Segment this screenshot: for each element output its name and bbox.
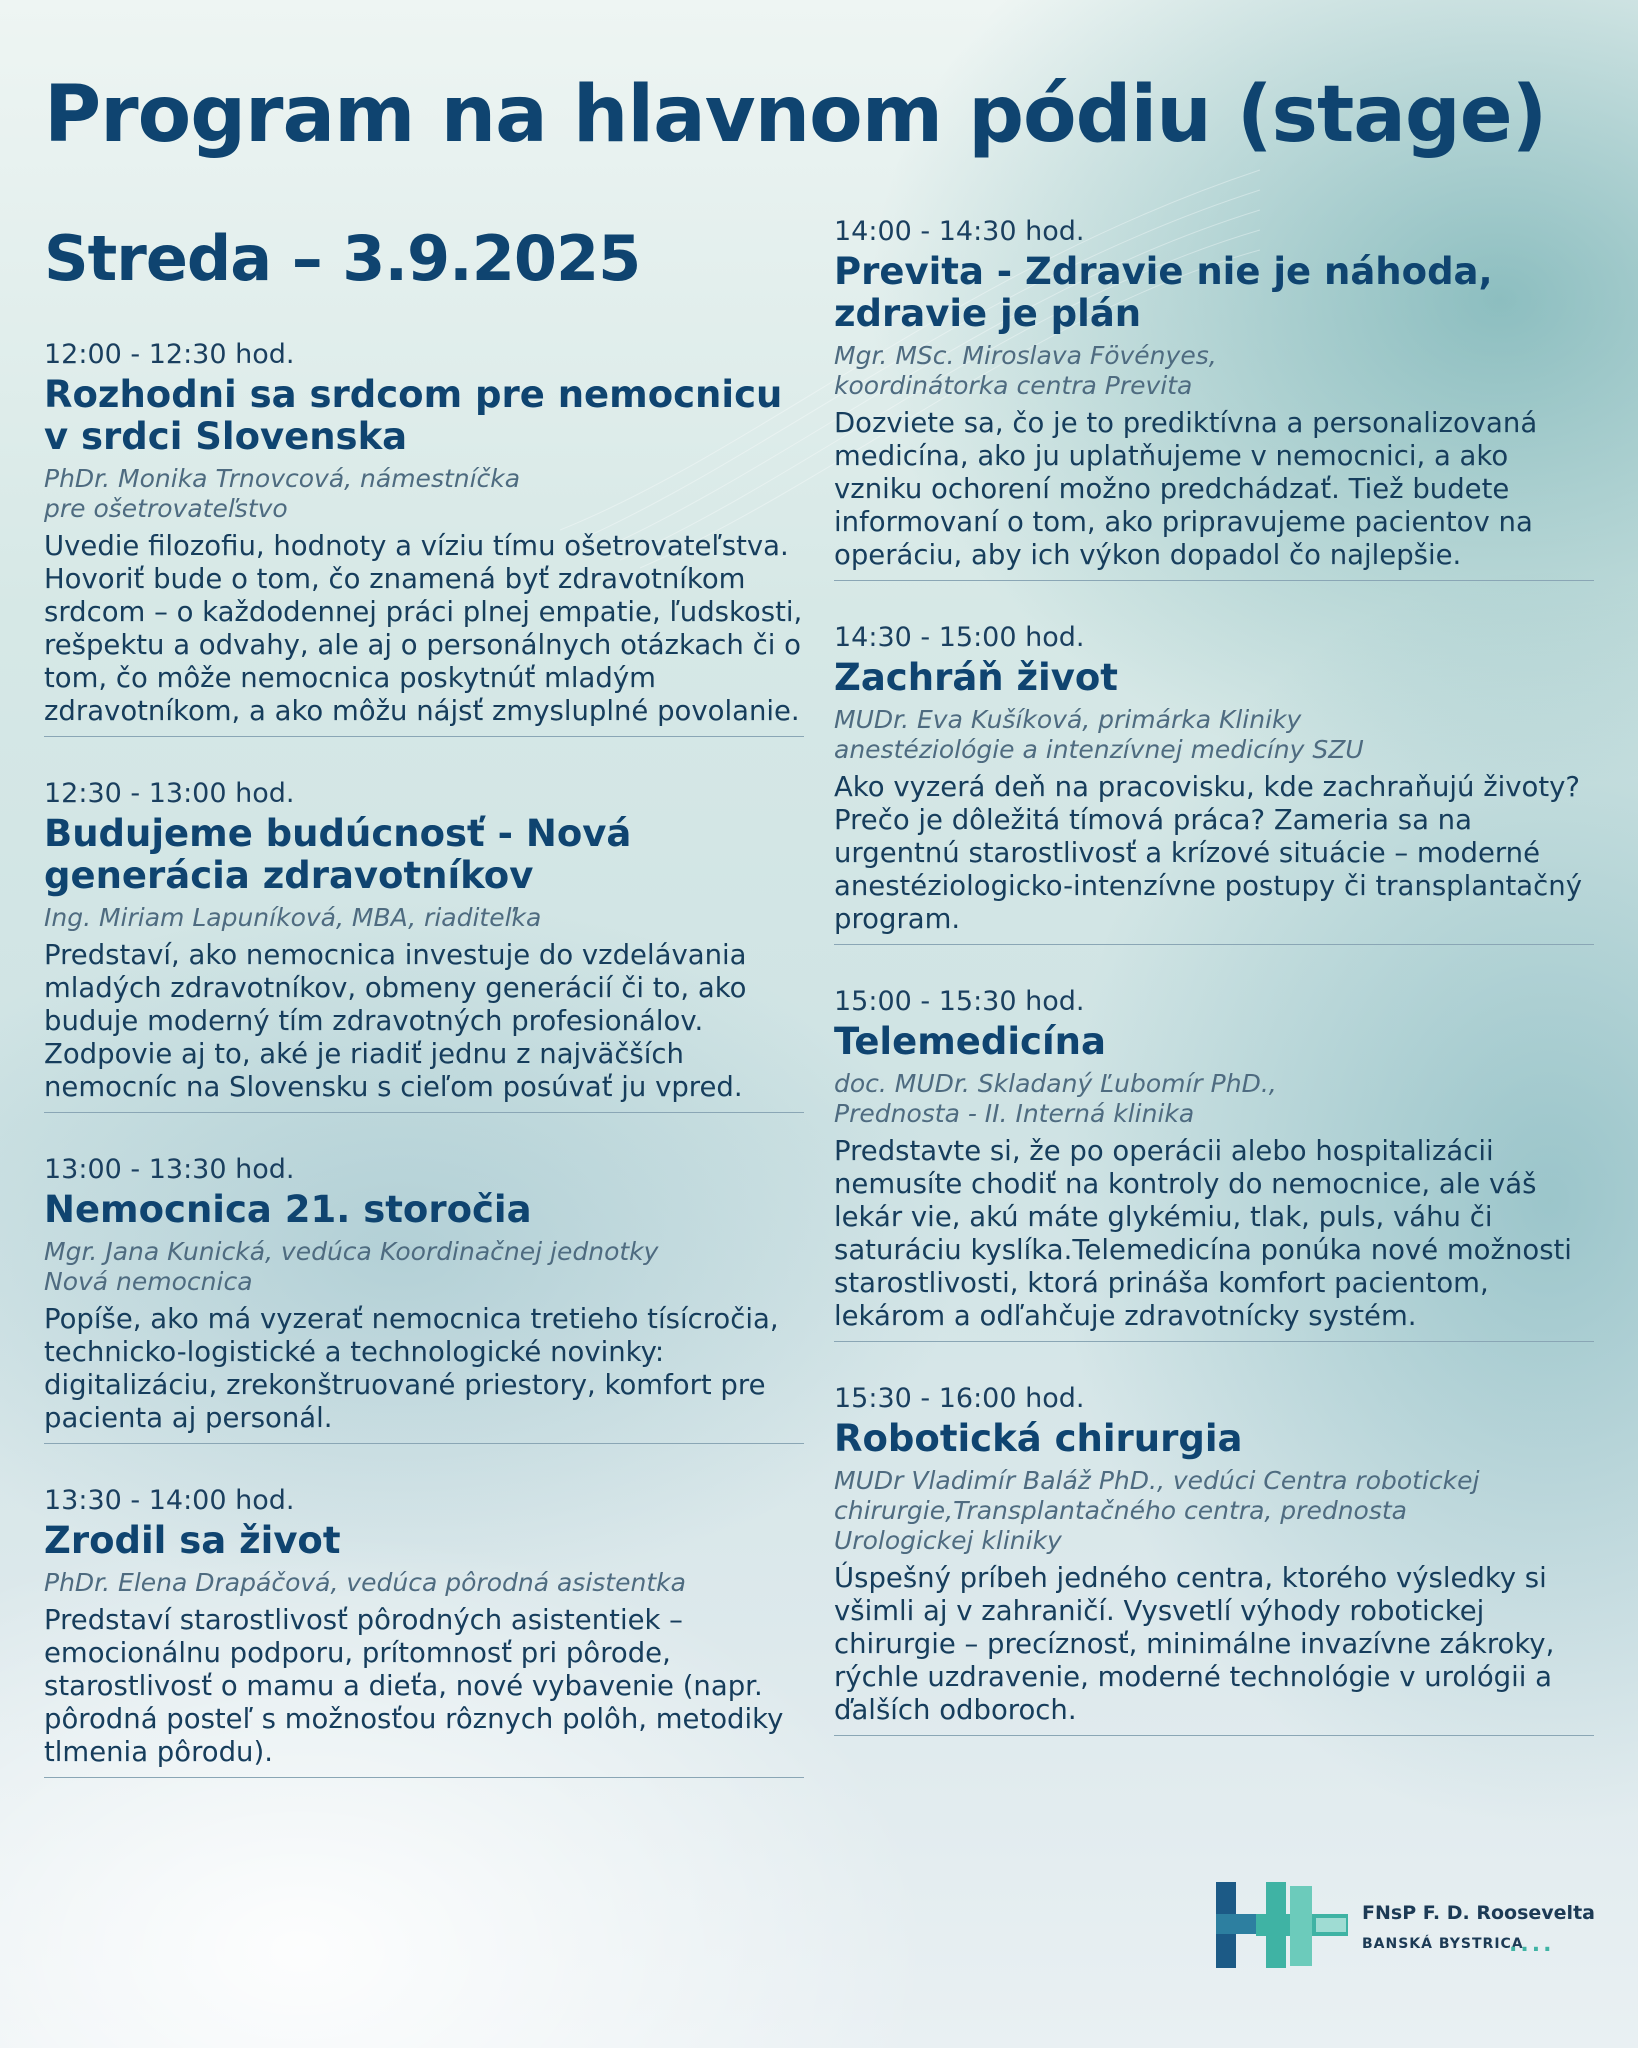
session-item: [834, 1382, 1594, 1736]
session-title: Telemedicína: [834, 1020, 1106, 1063]
session-time: 13:30 - 14:00 hod.: [44, 1485, 295, 1516]
page-title: Program na hlavnom pódiu (stage): [44, 70, 1547, 160]
session-speaker: PhDr. Elena Drapáčová, vedúca pôrodná asistentka: [44, 1568, 686, 1597]
session-description: Predstaví starostlivosť pôrodných asistentiek – emocionálnu podporu, prítomnosť pri pôrode, starostlivosť o mamu a dieťa, nové vybavenie (napr. pôrodná posteľ s možnosťou rôznych polôh, metodiky tlmenia pôrodu).: [44, 1604, 784, 1768]
session-time: 13:00 - 13:30 hod.: [44, 1154, 295, 1185]
session-time: 15:30 - 16:00 hod.: [834, 1383, 1085, 1414]
session-description: Popíše, ako má vyzerať nemocnica tretieho tísícročia, technicko-logistické a technologické novinky: digitalizáciu, zrekonštruované priestory, komfort pre pacienta aj personál.: [44, 1303, 779, 1434]
session-speaker: doc. MUDr. Skladaný Ľubomír PhD., Prednosta - II. Interná klinika: [834, 1069, 1277, 1128]
session-description: Predstaví, ako nemocnica investuje do vzdelávania mladých zdravotníkov, obmeny generácií či to, ako buduje moderný tím zdravotných profesionálov. Zodpovie aj to, aké je riadiť jednu z najväčších nemocníc na Slovensku s cieľom posúvať ju vpred.: [44, 939, 747, 1103]
session-description: Úspešný príbeh jedného centra, ktorého výsledky si všimli aj v zahraničí. Vysvetlí výhody robotickej chirurgie – precíznosť, minimálne invazívne zákroky, rýchle uzdravenie, moderné technológie v urológii a ďalších odboroch.: [834, 1562, 1555, 1726]
session-description: Dozviete sa, čo je to prediktívna a personalizovaná medicína, ako ju uplatňujeme v nemocnici, a ako vzniku ochorení možno predchádzať. Tiež budete informovaní o tom, ako pripravujeme pacientov na operáciu, aby ich výkon dopadol čo najlepšie.: [834, 407, 1538, 571]
session-speaker: MUDr. Eva Kušíková, primárka Kliniky anestéziológie a intenzívnej medicíny SZU: [834, 705, 1364, 764]
session-item: [44, 777, 804, 1113]
session-item: [44, 1153, 804, 1444]
session-item: [834, 215, 1594, 581]
session-time: 14:30 - 15:00 hod.: [834, 622, 1085, 653]
session-title: Budujeme budúcnosť - Nová generácia zdravotníkov: [44, 812, 632, 897]
session-time: 12:30 - 13:00 hod.: [44, 778, 295, 809]
session-time: 14:00 - 14:30 hod.: [834, 216, 1085, 247]
logo-city: BANSKÁ BYSTRICA: [1362, 1936, 1524, 1952]
session-item: [44, 338, 804, 737]
session-title: Robotická chirurgia: [834, 1417, 1243, 1460]
right-column: [834, 215, 1594, 1776]
session-speaker: Ing. Miriam Lapuníková, MBA, riaditeľka: [44, 903, 542, 932]
day-heading: Streda – 3.9.2025: [44, 222, 641, 295]
session-speaker: PhDr. Monika Trnovcová, námestníčka pre ošetrovateľstvo: [44, 464, 521, 523]
session-time: 12:00 - 12:30 hod.: [44, 339, 295, 370]
session-title: Zrodil sa život: [44, 1519, 341, 1562]
session-item: [834, 985, 1594, 1342]
session-description: Predstavte si, že po operácii alebo hospitalizácii nemusíte chodiť na kontroly do nemocnice, ale váš lekár vie, akú máte glykémiu, tlak, puls, váhu či saturáciu kyslíka.Telemedicína ponúka nové možnosti starostlivosti, ktorá prináša komfort pacientom, lekárom a odľahčuje zdravotnícky systém.: [834, 1135, 1572, 1332]
hospital-logo: [1212, 1880, 1602, 1980]
session-description: Uvedie filozofiu, hodnoty a víziu tímu ošetrovateľstva. Hovoriť bude o tom, čo znamená byť zdravotníkom srdcom – o každodennej práci plnej empatie, ľudskosti, rešpektu a odvahy, ale aj o personálnych otázkach či o tom, čo môže nemocnica poskytnúť mladým zdravotníkom, a ako môžu nájsť zmysluplné povolanie.: [44, 530, 803, 727]
logo-name: FNsP F. D. Roosevelta: [1362, 1902, 1595, 1924]
session-description: Ako vyzerá deň na pracovisku, kde zachraňujú životy? Prečo je dôležitá tímová práca? Zameria sa na urgentnú starostlivosť a krízové situácie – moderné anestéziologicko-intenzívne postupy či transplantačný program.: [834, 771, 1582, 935]
session-title: Rozhodni sa srdcom pre nemocnicu v srdci Slovenska: [44, 373, 783, 458]
session-speaker: Mgr. MSc. Miroslava Fövényes, koordinátorka centra Previta: [834, 341, 1217, 400]
session-title: Previta - Zdravie nie je náhoda, zdravie je plán: [834, 250, 1493, 335]
session-time: 15:00 - 15:30 hod.: [834, 986, 1085, 1017]
session-speaker: Mgr. Jana Kunická, vedúca Koordinačnej jednotky Nová nemocnica: [44, 1237, 659, 1296]
hospital-cross-logo-icon: [1212, 1880, 1352, 1970]
session-title: Nemocnica 21. storočia: [44, 1188, 532, 1231]
session-item: [44, 1484, 804, 1778]
logo-dots: ....: [1509, 1932, 1555, 1957]
session-speaker: MUDr Vladimír Baláž PhD., vedúci Centra robotickej chirurgie,Transplantačného centra, prednosta Urologickej kliniky: [834, 1466, 1480, 1555]
session-title: Zachráň život: [834, 656, 1118, 699]
session-item: [834, 621, 1594, 945]
left-column: [44, 338, 804, 1818]
